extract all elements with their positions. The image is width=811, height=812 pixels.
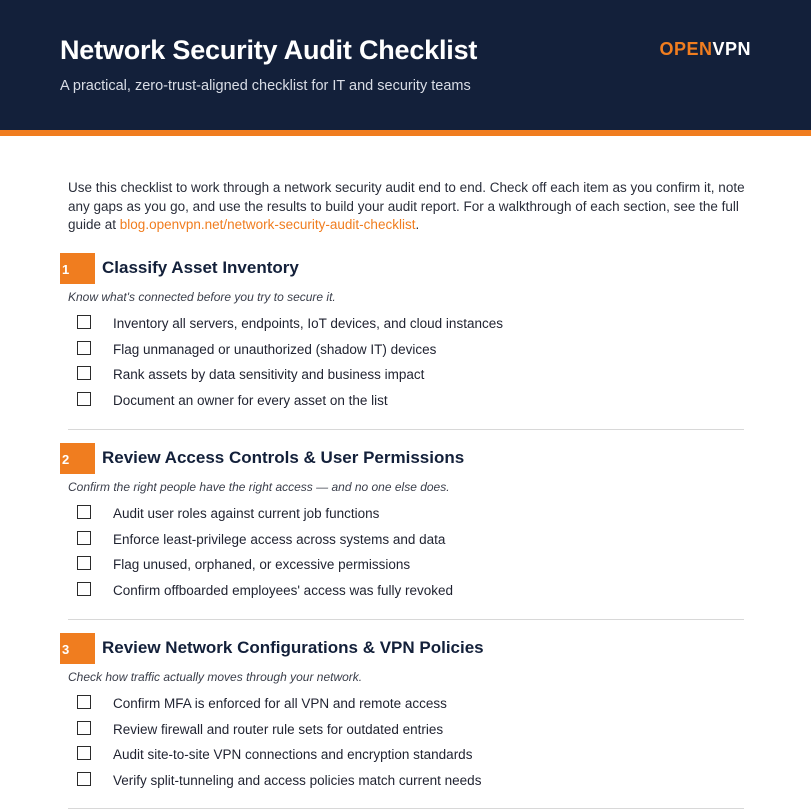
- checklist-item-label: Enforce least-privilege access across systems and data: [113, 531, 446, 547]
- checklist-item: [77, 771, 744, 797]
- checklist-item-label: Verify split-tunneling and access policies match current needs: [113, 772, 482, 788]
- section-title: Review Network Configurations & VPN Policies: [102, 638, 484, 657]
- section-title: Classify Asset Inventory: [102, 258, 299, 277]
- checklist-item: [77, 504, 744, 530]
- checklist-item: [77, 555, 744, 581]
- checkbox[interactable]: [77, 582, 91, 596]
- checklist: [77, 694, 744, 796]
- logo-open-text: OPEN: [659, 39, 713, 59]
- checklist-item-label: Document an owner for every asset on the list: [113, 392, 388, 408]
- section-2: [60, 443, 744, 606]
- openvpn-logo: [659, 39, 751, 60]
- section-3: [60, 633, 744, 796]
- checklist-item-label: Audit user roles against current job functions: [113, 506, 380, 521]
- section-description: Know what's connected before you try to secure it.: [68, 290, 336, 304]
- section-number-badge: 1: [60, 253, 95, 284]
- checklist-item-label: Flag unused, orphaned, or excessive permissions: [113, 557, 411, 572]
- checkbox[interactable]: [77, 531, 91, 545]
- checklist: [77, 504, 744, 606]
- checklist-item-label: Confirm MFA is enforced for all VPN and remote access: [113, 696, 447, 711]
- checklist-item: [77, 530, 744, 556]
- intro-text: Use this checklist to work through a network security audit end to end. Check off each item as you confirm it, note any gaps as you go, and use the results to build your audit report. For a walkthrough of each section, see the full guide at: [68, 180, 745, 232]
- checklist-item: [77, 314, 744, 340]
- checkbox[interactable]: [77, 392, 91, 406]
- checklist-item: [77, 694, 744, 720]
- checkbox[interactable]: [77, 721, 91, 735]
- section-header: [60, 253, 744, 285]
- checkbox[interactable]: [77, 556, 91, 570]
- section-divider: [68, 619, 744, 620]
- checkbox[interactable]: [77, 695, 91, 709]
- checkbox[interactable]: [77, 505, 91, 519]
- page-subtitle: A practical, zero-trust-aligned checklist for IT and security teams: [60, 78, 471, 94]
- checklist-item-label: Confirm offboarded employees' access was fully revoked: [113, 582, 453, 598]
- checkbox[interactable]: [77, 315, 91, 329]
- guide-link[interactable]: blog.openvpn.net/network-security-audit-checklist: [119, 217, 416, 232]
- section-divider: [68, 808, 744, 809]
- logo-vpn-text: VPN: [712, 39, 751, 59]
- section-number-badge: 2: [60, 443, 95, 474]
- checklist-item: [77, 720, 744, 746]
- section-divider: [68, 429, 744, 430]
- checkbox[interactable]: [77, 746, 91, 760]
- section-number-badge: 3: [60, 633, 95, 664]
- checklist-item-label: Inventory all servers, endpoints, IoT devices, and cloud instances: [113, 316, 503, 331]
- page-title: Network Security Audit Checklist: [60, 35, 478, 65]
- checklist: [77, 314, 744, 416]
- checkbox[interactable]: [77, 366, 91, 380]
- checklist-item: [77, 745, 744, 771]
- checklist-item: [77, 365, 744, 391]
- section-description: Confirm the right people have the right access — and no one else does.: [68, 480, 450, 494]
- header-accent-stripe: [0, 130, 811, 136]
- intro-paragraph: [68, 179, 748, 235]
- checkbox[interactable]: [77, 341, 91, 355]
- checklist-item: [77, 340, 744, 366]
- checklist-item-label: Flag unmanaged or unauthorized (shadow IT) devices: [113, 341, 437, 357]
- section-1: [60, 253, 744, 416]
- checklist-item-label: Rank assets by data sensitivity and business impact: [113, 367, 425, 382]
- intro-after-link: .: [415, 217, 420, 232]
- checklist-item-label: Audit site-to-site VPN connections and encryption standards: [113, 747, 473, 762]
- checklist-item-label: Review firewall and router rule sets for outdated entries: [113, 721, 444, 737]
- checklist-item: [77, 581, 744, 607]
- checklist-item: [77, 391, 744, 417]
- checkbox[interactable]: [77, 772, 91, 786]
- section-description: Check how traffic actually moves through your network.: [68, 670, 363, 684]
- section-header: [60, 443, 744, 475]
- section-header: [60, 633, 744, 665]
- section-title: Review Access Controls & User Permissions: [102, 448, 465, 467]
- header-banner: [0, 0, 811, 130]
